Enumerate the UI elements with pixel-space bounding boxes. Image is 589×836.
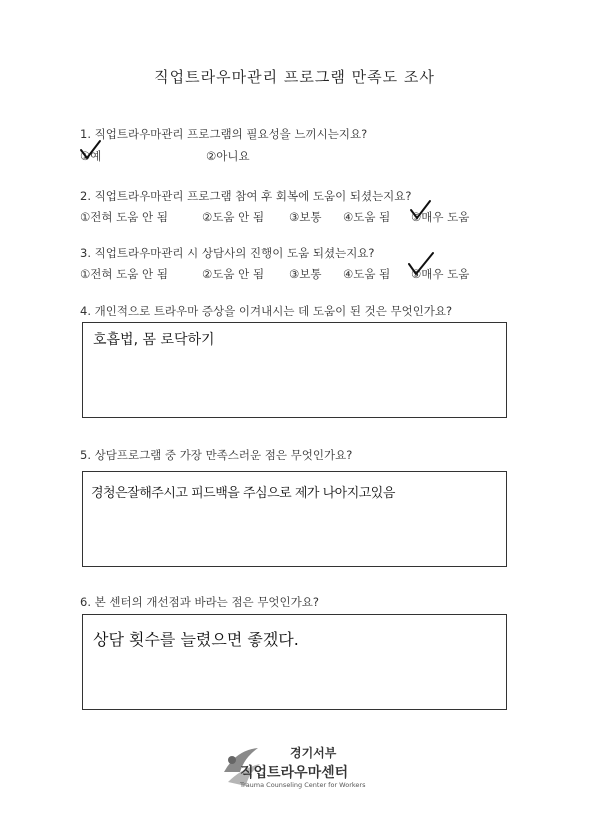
q3-checkmark-icon [406, 250, 436, 280]
question-3: 3. 직업트라우마관리 시 상담사의 진행이 도움 되셨는지요? [80, 246, 375, 260]
q1-option-no[interactable]: ②아니요 [206, 149, 250, 163]
q2-option-3[interactable]: ③보통 [289, 210, 322, 224]
answer-box-4[interactable] [82, 322, 507, 418]
logo-region: 경기서부 [290, 746, 337, 760]
q2-option-1[interactable]: ①전혀 도움 안 됨 [80, 210, 168, 224]
question-2-options [80, 209, 500, 225]
question-1: 1. 직업트라우마관리 프로그램의 필요성을 느끼시는지요? [80, 127, 368, 141]
question-1-options [80, 148, 500, 164]
answer-6-handwriting: 상담 횟수를 늘렸으면 좋겠다. [93, 630, 299, 649]
center-logo [218, 740, 368, 800]
q1-checkmark-icon [78, 138, 104, 164]
answer-box-5[interactable] [82, 471, 507, 567]
q3-option-2[interactable]: ②도움 안 됨 [202, 267, 265, 281]
q2-option-5[interactable]: ⑤매우 도움 [411, 210, 470, 224]
logo-name: 직업트라우마센터 [240, 765, 349, 781]
q3-option-5[interactable]: ⑤매우 도움 [411, 267, 470, 281]
q2-option-2[interactable]: ②도움 안 됨 [202, 210, 265, 224]
question-2: 2. 직업트라우마관리 프로그램 참여 후 회복에 도움이 되셨는지요? [80, 189, 412, 203]
q3-option-1[interactable]: ①전혀 도움 안 됨 [80, 267, 168, 281]
answer-4-handwriting: 호흡법, 몸 로닥하기 [93, 332, 215, 348]
logo-english: Trauma Counseling Center for Workers [240, 781, 366, 789]
question-6: 6. 본 센터의 개선점과 바라는 점은 무엇인가요? [80, 595, 319, 609]
answer-box-6[interactable] [82, 614, 507, 710]
question-3-options [80, 266, 500, 282]
answer-5-handwriting: 경청은잘해주시고 피드백을 주심으로 제가 나아지고있음 [91, 486, 395, 501]
q1-option-yes[interactable]: ①예 [80, 149, 102, 163]
question-4: 4. 개인적으로 트라우마 증상을 이겨내시는 데 도움이 된 것은 무엇인가요? [80, 304, 453, 318]
q3-option-3[interactable]: ③보통 [289, 267, 322, 281]
q3-option-4[interactable]: ④도움 됨 [343, 267, 391, 281]
question-5: 5. 상담프로그램 중 가장 만족스러운 점은 무엇인가요? [80, 448, 353, 462]
q2-option-4[interactable]: ④도움 됨 [343, 210, 391, 224]
q2-checkmark-icon [408, 198, 434, 224]
survey-title: 직업트라우마관리 프로그램 만족도 조사 [154, 68, 435, 86]
